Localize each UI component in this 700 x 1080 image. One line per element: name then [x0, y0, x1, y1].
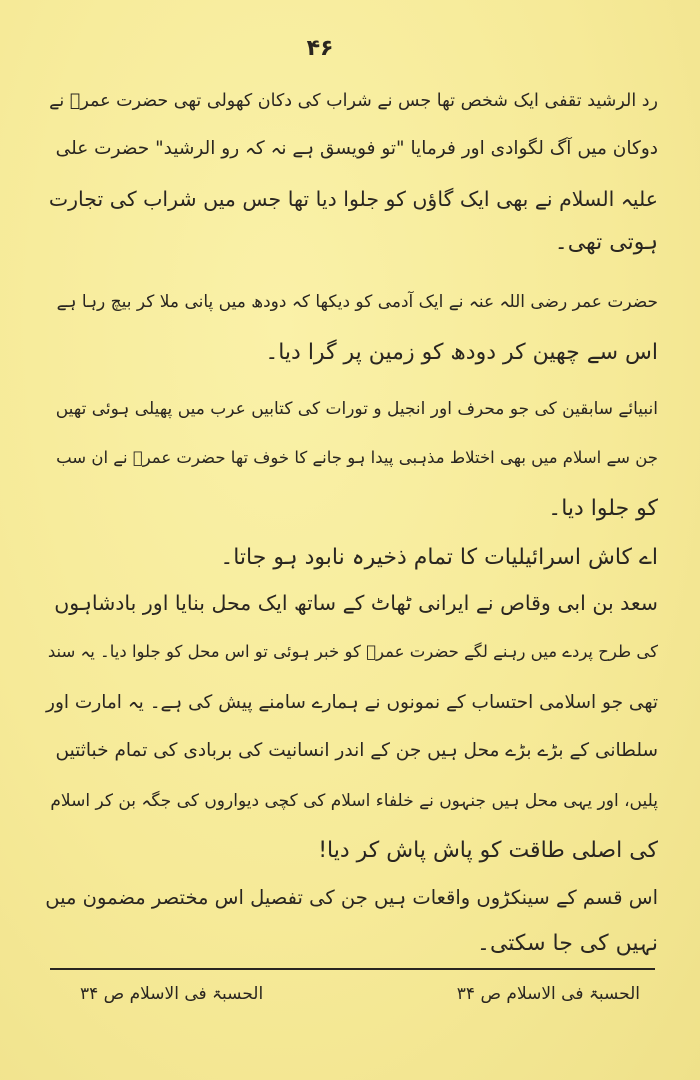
text-line: پلیں، اور یہی محل ہیں جنہوں نے خلفاء اسلام کی کچی دیواروں کی جگہ بن کر اسلام: [50, 791, 658, 811]
text-line: انبیائے سابقین کی جو محرف اور انجیل و تورات کی کتابیں عرب میں پھیلی ہوئی تھیں: [55, 399, 658, 419]
text-line: سلطانی کے بڑے بڑے محل ہیں جن کے اندر انسانیت کی بربادی کی تمام خباثتیں: [55, 740, 658, 761]
text-line: کی طرح پردے میں رہنے لگے حضرت عمرؓ کو خبر ہوئی تو اس محل کو جلوا دیا۔ یہ سند: [47, 642, 658, 661]
text-line: حضرت عمر رضی اللہ عنہ نے ایک آدمی کو دیکھا کہ دودھ میں پانی ملا کر بیچ رہا ہے: [56, 292, 658, 312]
text-line: اس سے چھین کر دودھ کو زمین پر گرا دیا۔: [265, 340, 658, 365]
footnotes: [80, 982, 640, 1006]
text-line: کو جلوا دیا۔: [548, 496, 658, 521]
text-line: اس قسم کے سینکڑوں واقعات ہیں جن کی تفصیل اس مختصر مضمون میں: [45, 886, 658, 909]
text-line: رد الرشید تقفی ایک شخص تھا جس نے شراب کی دکان کھولی تھی حضرت عمرؓ نے: [49, 91, 658, 111]
text-line: سعد بن ابی وقاص نے ایرانی ٹھاٹ کے ساتھ ایک محل بنایا اور بادشاہوں: [54, 591, 658, 615]
text-line: علیہ السلام نے بھی ایک گاؤں کو جلوا دیا تھا جس میں شراب کی تجارت: [48, 187, 658, 211]
text-line: ہوتی تھی۔: [554, 230, 658, 255]
text-line: دوکان میں آگ لگوادی اور فرمایا "تو فویسق ہے نہ کہ رو الرشید" حضرت علی: [55, 138, 658, 159]
footnote-1: الحسبۃ فی الاسلام ص ۳۴: [456, 984, 640, 1004]
text-line: کی اصلی طاقت کو پاش پاش کر دیا!: [318, 838, 658, 863]
text-line: تھی جو اسلامی احتساب کے نمونوں نے ہمارے سامنے پیش کی ہے۔ یہ امارت اور: [46, 692, 658, 713]
text-line: نہیں کی جا سکتی۔: [477, 931, 658, 956]
text-line: اے کاش اسرائیلیات کا تمام ذخیرہ نابود ہو جاتا۔: [220, 545, 658, 570]
page-number: ۴۶: [306, 36, 334, 61]
text-line: جن سے اسلام میں بھی اختلاط مذہبی پیدا ہو جانے کا خوف تھا حضرت عمرؓ نے ان سب: [56, 448, 658, 467]
footnote-2: الحسبۃ فی الاسلام ص ۳۴: [80, 984, 264, 1004]
footnote-divider: [50, 968, 655, 970]
